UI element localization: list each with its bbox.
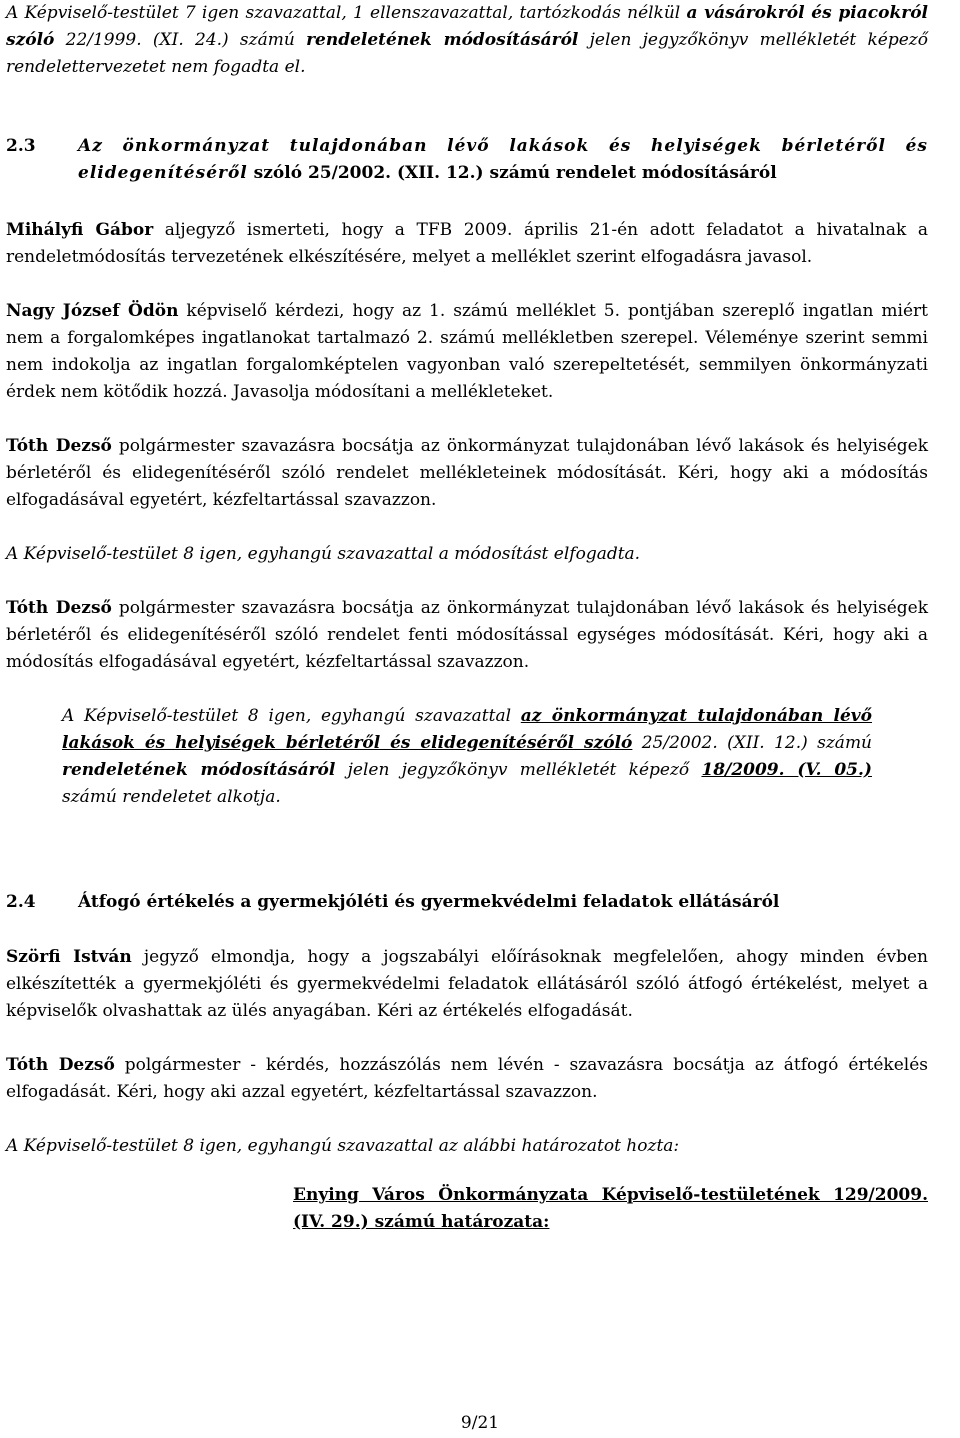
- paragraph-toth-2: [6, 595, 928, 676]
- section-number: 2.4: [6, 892, 36, 912]
- section-title-plain: szóló 25/2002. (XII. 12.) számú rendelet módosításáról: [247, 163, 777, 183]
- section-title: [78, 133, 928, 187]
- vote-result-housing-regulation: [6, 703, 928, 811]
- vote-result-amendment: A Képviselő-testület 8 igen, egyhangú szavazattal a módosítást elfogadta.: [6, 544, 641, 564]
- resolution-title: Enying Város Önkormányzata Képviselő-testületének 129/2009. (IV. 29.) számú határozata:: [293, 1185, 928, 1232]
- paragraph-mihalyfi: [6, 217, 928, 271]
- vote-result-market-regulation: [6, 0, 928, 81]
- section-heading-2-3: [6, 133, 928, 187]
- paragraph-szorfi: [6, 944, 928, 1025]
- text: polgármester szavazásra bocsátja az önkormányzat tulajdonában lévő lakások és helyiségek bérletéről és elidegenítéséről szóló rendelet mellékleteinek módosítását. Kéri, hogy aki a módosítás elfogadásával egyetért, kézfeltartással szavazzon.: [6, 436, 928, 510]
- speaker-name: Tóth Dezső: [6, 1055, 115, 1075]
- paragraph-toth-3: [6, 1052, 928, 1106]
- section-heading-2-4: [6, 889, 928, 916]
- speaker-name: Nagy József Ödön: [6, 301, 179, 321]
- section-number: 2.3: [6, 136, 36, 156]
- text: A Képviselő-testület 8 igen, egyhangú szavazattal: [62, 706, 521, 726]
- text: polgármester - kérdés, hozzászólás nem lévén - szavazásra bocsátja az átfogó értékelés elfogadását. Kéri, hogy aki azzal egyetért, kézfeltartással szavazzon.: [6, 1055, 928, 1102]
- text: polgármester szavazásra bocsátja az önkormányzat tulajdonában lévő lakások és helyiségek bérletéről és elidegenítéséről szóló rendelet fenti módosítással egységes módosítását. Kéri, hogy aki a módosítás elfogadásával egyetért, kézfeltartással szavazzon.: [6, 598, 928, 672]
- text: képviselő kérdezi, hogy az 1. számú melléklet 5. pontjában szereplő ingatlan miért nem a forgalomképes ingatlanokat tartalmazó 2. számú mellékletben szerepel. Véleménye szerint semmi nem indokolja az ingatlan forgalomképtelen vagyonban való szerepeltetését, semmilyen önkormányzati érdek nem kötődik hozzá. Javasolja módosítani a mellékleteket.: [6, 301, 928, 402]
- speaker-name: Tóth Dezső: [6, 598, 112, 618]
- text: aljegyző ismerteti, hogy a TFB 2009. április 21-én adott feladatot a hivatalnak a rendeletmódosítás tervezetének elkészítésére, melyet a melléklet szerint elfogadásra javasol.: [6, 220, 929, 267]
- paragraph-toth-1: [6, 433, 928, 514]
- regulation-title: rendeletének módosításáról: [306, 30, 579, 50]
- section-title-italic: Az önkormányzat tulajdonában lévő lakások és helyiségek bérletéről és elidegenítéséről: [78, 136, 928, 183]
- speaker-name: Tóth Dezső: [6, 436, 112, 456]
- text: számú rendeletet alkotja.: [62, 787, 281, 807]
- page-number: 9/21: [460, 1413, 500, 1433]
- regulation-title: a vásárokról és piacokról szóló: [6, 3, 928, 50]
- text: 22/1999. (XI. 24.) számú: [54, 30, 307, 50]
- regulation-number: 18/2009. (V. 05.): [701, 760, 872, 780]
- section-title: Átfogó értékelés a gyermekjóléti és gyermekvédelmi feladatok ellátásáról: [78, 892, 780, 912]
- regulation-title: rendeletének módosításáról: [62, 760, 336, 780]
- speaker-name: Szörfi István: [6, 947, 132, 967]
- paragraph-nagy: [6, 298, 928, 406]
- text: jelen jegyzőkönyv mellékletét képező: [335, 760, 702, 780]
- text: A Képviselő-testület 7 igen szavazattal, 1 ellenszavazattal, tartózkodás nélkül: [6, 3, 687, 23]
- text: jelen jegyzőkönyv mellékletét képező rendelettervezetet nem fogadta el.: [6, 30, 928, 77]
- text: jegyző elmondja, hogy a jogszabályi előírásoknak megfelelően, ahogy minden évben elkészítették a gyermekjóléti és gyermekvédelmi feladatok ellátásáról szóló átfogó értékelést, melyet a képviselők olvashattak az ülés anyagában. Kéri az értékelés elfogadását.: [6, 947, 928, 1021]
- vote-result-resolution: A Képviselő-testület 8 igen, egyhangú szavazattal az alábbi határozatot hozta:: [6, 1136, 680, 1156]
- text: 25/2002. (XII. 12.) számú: [632, 733, 873, 753]
- speaker-name: Mihályfi Gábor: [6, 220, 154, 240]
- regulation-title: az önkormányzat tulajdonában lévő lakások és helyiségek bérletéről és elidegenítéséről szóló: [62, 706, 872, 753]
